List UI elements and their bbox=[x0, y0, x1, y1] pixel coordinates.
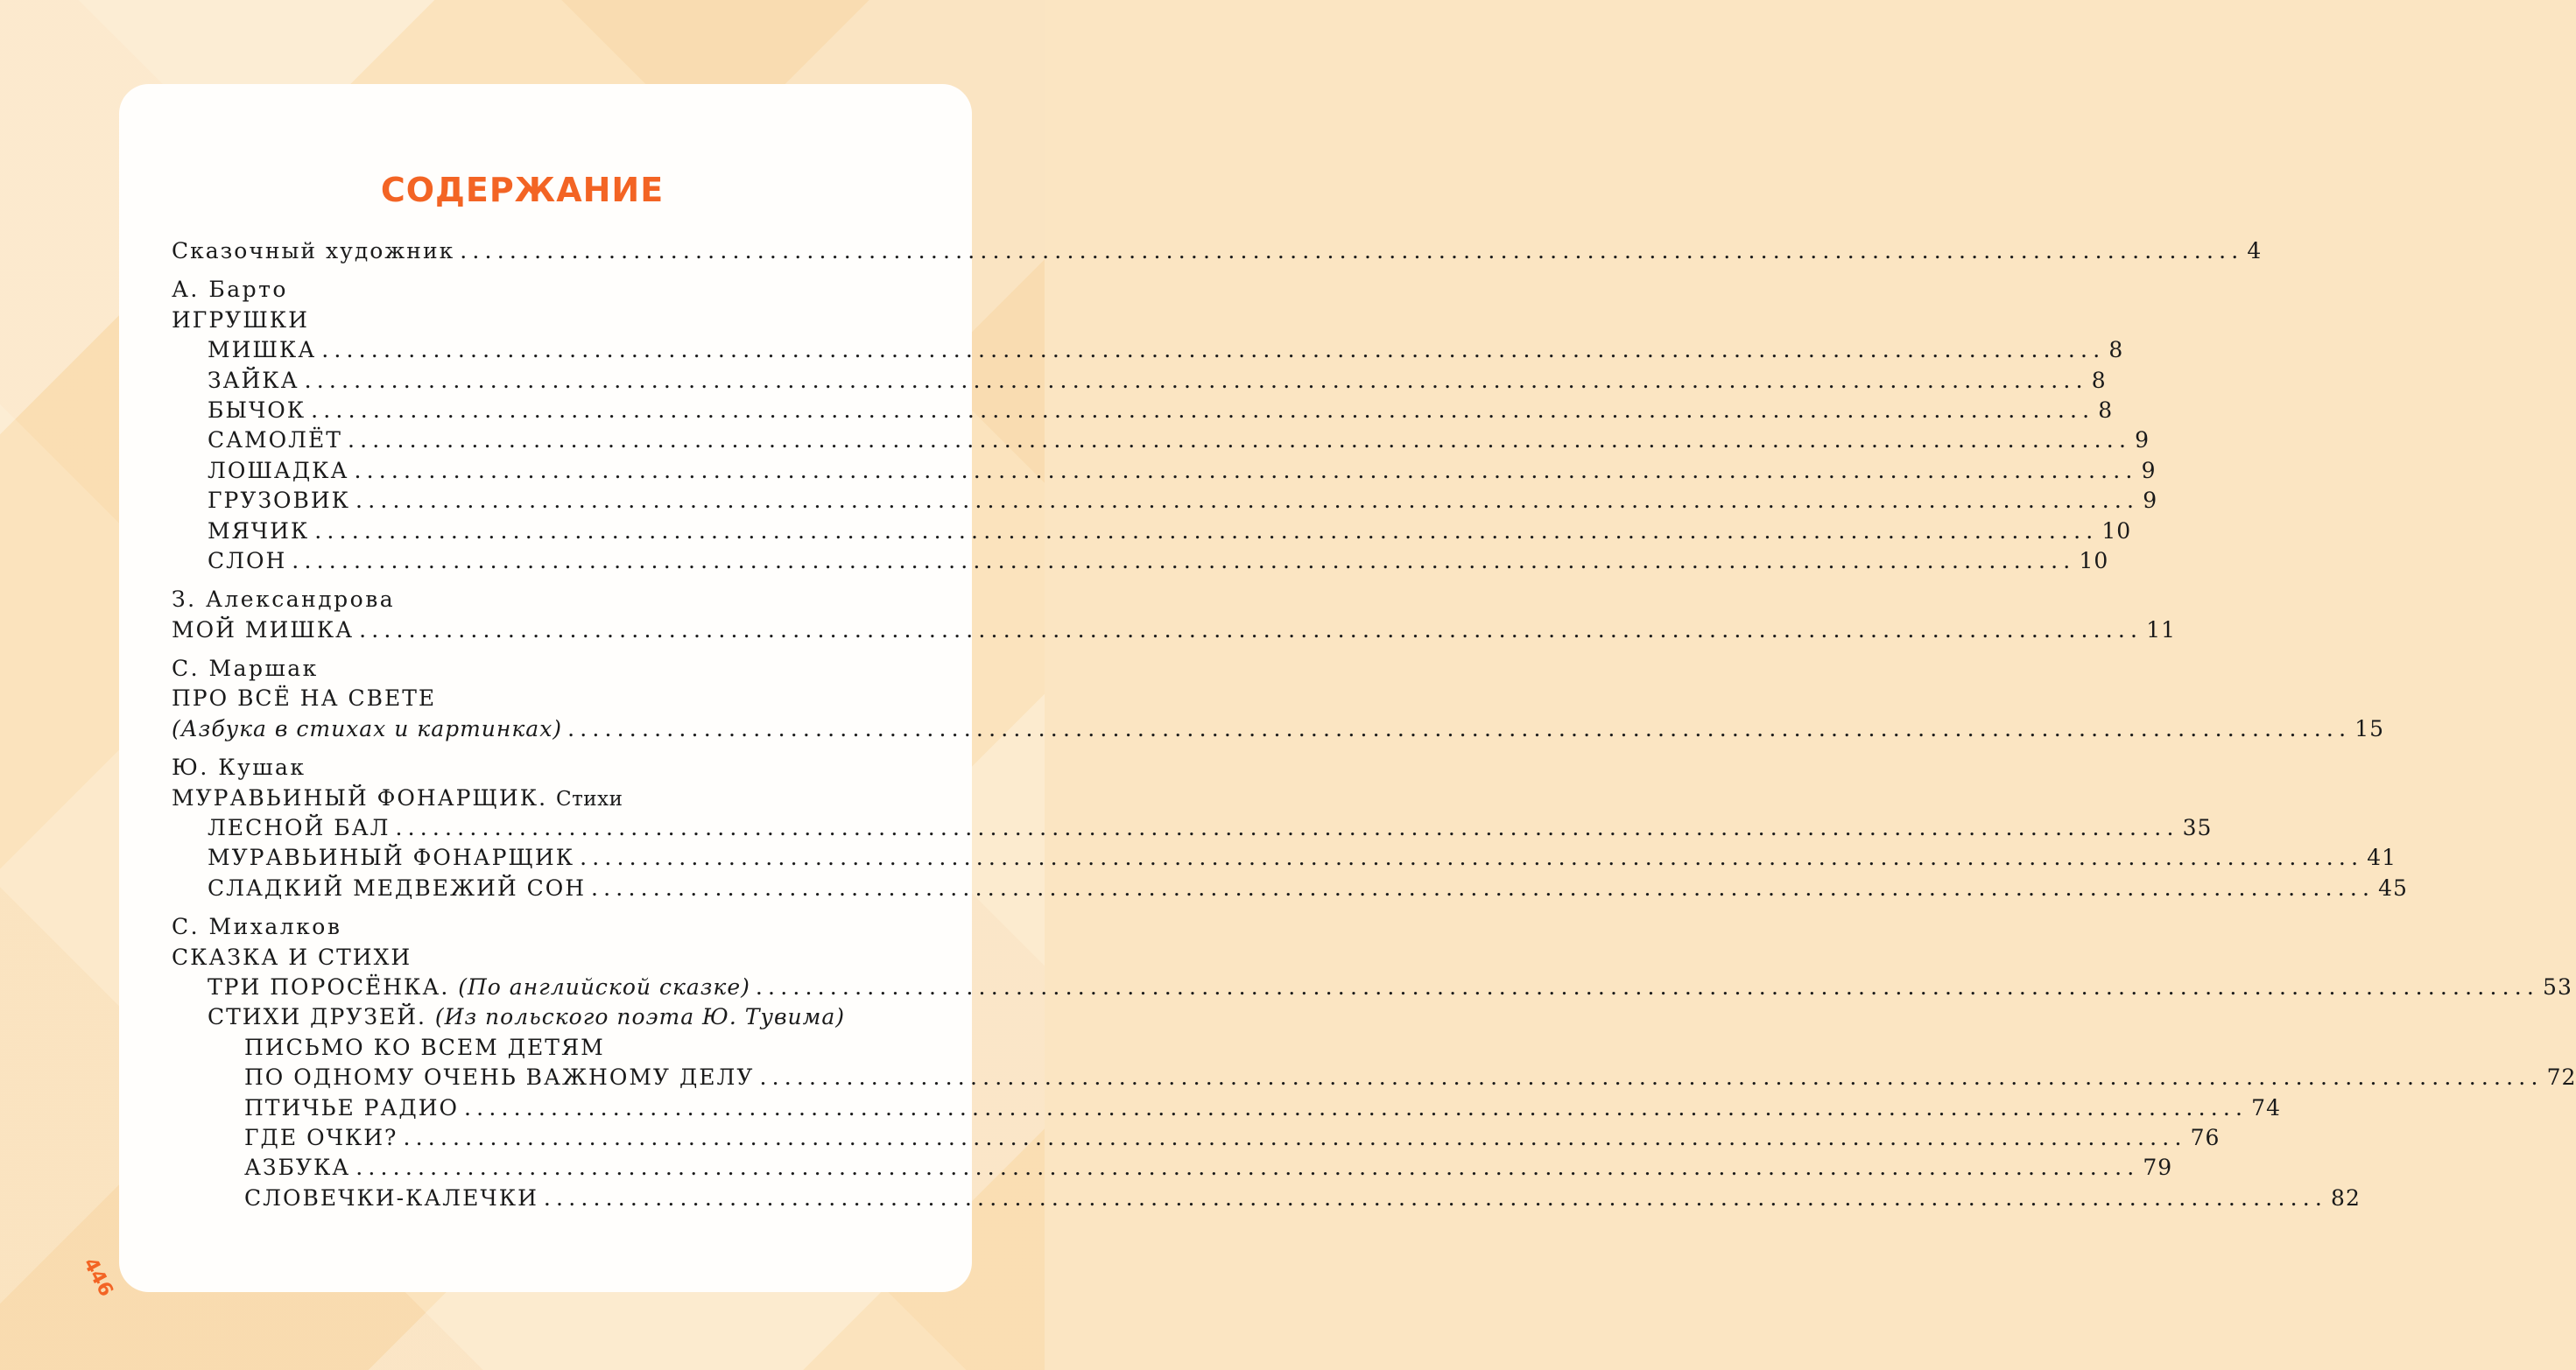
toc-section-heading bbox=[172, 684, 926, 713]
toc-entry-title: СЛАДКИЙ МЕДВЕЖИЙ СОН bbox=[208, 875, 587, 901]
section-title: МУРАВЬИНЫЙ ФОНАРЩИК. bbox=[172, 784, 548, 811]
section-title: СКАЗКА И СТИХИ bbox=[172, 944, 412, 970]
dot-leader: ................................................................................................................................................ bbox=[460, 238, 2244, 263]
toc-entry[interactable] bbox=[172, 1153, 2173, 1183]
toc-entry[interactable] bbox=[172, 615, 2177, 645]
toc-entry-title: ПО ОДНОМУ ОЧЕНЬ ВАЖНОМУ ДЕЛУ bbox=[244, 1064, 755, 1091]
toc-entry-title: МИШКА bbox=[208, 337, 317, 363]
toc-entry-title: ГРУЗОВИК bbox=[208, 488, 351, 514]
dot-leader: ................................................................................................................................................ bbox=[464, 1094, 2249, 1121]
section-title-suffix: Стихи bbox=[555, 787, 623, 811]
toc-author bbox=[172, 585, 926, 615]
toc-entry[interactable] bbox=[172, 456, 2157, 486]
toc-entry[interactable] bbox=[172, 714, 2385, 744]
toc-entry[interactable] bbox=[172, 335, 2124, 365]
dot-leader: ................................................................................................................................................ bbox=[580, 845, 2364, 871]
toc-entry-title: МУРАВЬИНЫЙ ФОНАРЩИК bbox=[208, 845, 575, 871]
toc-section-heading bbox=[172, 943, 926, 973]
dot-leader: ................................................................................................................................................ bbox=[354, 457, 2138, 483]
dot-leader: ................................................................................................................................................ bbox=[311, 397, 2095, 423]
toc-entry-title: АЗБУКА bbox=[244, 1155, 351, 1181]
toc-entry-title: СЛОВЕЧКИ-КАЛЕЧКИ bbox=[244, 1184, 538, 1211]
toc-page-number: 10 bbox=[2101, 517, 2132, 544]
section-title: ИГРУШКИ bbox=[172, 306, 309, 333]
dot-leader: ................................................................................................................................................ bbox=[567, 715, 2352, 741]
toc-entry-title: ПИСЬМО КО ВСЕМ ДЕТЯМ bbox=[244, 1034, 605, 1060]
dot-leader: ................................................................................................................................................ bbox=[321, 337, 2106, 363]
author-name: А. Барто bbox=[172, 277, 288, 303]
toc-entry[interactable] bbox=[172, 874, 2408, 903]
toc-page-number: 8 bbox=[2108, 337, 2124, 363]
toc-entry[interactable] bbox=[172, 1093, 2281, 1123]
toc-entry-title: СЛОН bbox=[208, 547, 287, 573]
dot-leader: ................................................................................................................................................ bbox=[755, 973, 2540, 1000]
toc-page-number: 11 bbox=[2146, 616, 2177, 643]
toc-entry[interactable] bbox=[172, 1184, 2361, 1213]
toc-entry-title: ЛЕСНОЙ БАЛ bbox=[208, 815, 391, 841]
dot-leader: ................................................................................................................................................ bbox=[403, 1124, 2187, 1150]
toc-entry-note: (По английской сказке) bbox=[458, 973, 750, 1000]
dot-leader: ................................................................................................................................................ bbox=[347, 427, 2132, 453]
dot-leader: ................................................................................................................................................ bbox=[543, 1184, 2328, 1211]
toc-entry-title: Сказочный художник bbox=[172, 238, 455, 263]
toc-entry-title: ПТИЧЬЕ РАДИО bbox=[244, 1094, 460, 1121]
toc-page-number: 35 bbox=[2182, 815, 2213, 841]
toc-page-number: 53 bbox=[2543, 973, 2572, 1000]
section-title: ПРО ВСЁ НА СВЕТЕ bbox=[172, 685, 437, 712]
dot-leader: ................................................................................................................................................ bbox=[359, 616, 2143, 643]
toc-entry-title: (Азбука в стихах и картинках) bbox=[172, 715, 563, 741]
toc-page-number: 9 bbox=[2141, 457, 2157, 483]
toc-page-number: 41 bbox=[2367, 845, 2397, 871]
toc-entry-heading bbox=[172, 1033, 926, 1063]
toc-page-number: 9 bbox=[2143, 488, 2158, 514]
dot-leader: ................................................................................................................................................ bbox=[314, 517, 2099, 544]
toc-entry[interactable] bbox=[172, 486, 2158, 516]
toc-page-number: 8 bbox=[2091, 367, 2107, 393]
dot-leader: ................................................................................................................................................ bbox=[759, 1064, 2544, 1091]
author-name: С. Маршак bbox=[172, 656, 319, 682]
toc-author bbox=[172, 654, 926, 684]
toc-entry[interactable] bbox=[172, 1063, 2576, 1092]
toc-entry[interactable] bbox=[172, 366, 2107, 396]
toc-page-number: 45 bbox=[2378, 875, 2408, 901]
toc-entry-title: САМОЛЁТ bbox=[208, 427, 342, 453]
dot-leader: ................................................................................................................................................ bbox=[395, 815, 2179, 841]
toc-author bbox=[172, 753, 926, 783]
toc-page-number: 10 bbox=[2079, 547, 2109, 573]
toc-entry-title: ЗАЙКА bbox=[208, 367, 299, 393]
toc-entry-title: БЫЧОК bbox=[208, 397, 306, 423]
toc-page-number: 9 bbox=[2135, 427, 2150, 453]
toc-entry[interactable] bbox=[172, 236, 2263, 266]
toc-page-number: 15 bbox=[2354, 715, 2385, 741]
toc-entry-title: ГДЕ ОЧКИ? bbox=[244, 1124, 398, 1150]
dot-leader: ................................................................................................................................................ bbox=[355, 488, 2140, 514]
toc-page-number: 72 bbox=[2546, 1064, 2576, 1091]
dot-leader: ................................................................................................................................................ bbox=[292, 547, 2076, 573]
toc-entry[interactable] bbox=[172, 396, 2114, 425]
toc-page-number: 76 bbox=[2190, 1124, 2221, 1150]
subsection-title: СТИХИ ДРУЗЕЙ. bbox=[208, 1004, 426, 1030]
toc-entry[interactable] bbox=[172, 813, 2213, 843]
toc-entry[interactable] bbox=[172, 973, 2572, 1002]
toc-entry[interactable] bbox=[172, 425, 2150, 455]
table-of-contents bbox=[172, 236, 2576, 1213]
toc-entry-title: ЛОШАДКА bbox=[208, 457, 349, 483]
toc-subsection-heading bbox=[172, 1002, 926, 1032]
dot-leader: ................................................................................................................................................ bbox=[591, 875, 2375, 901]
toc-entry[interactable] bbox=[172, 1123, 2221, 1153]
toc-author bbox=[172, 912, 926, 942]
toc-page-number: 82 bbox=[2331, 1184, 2361, 1211]
author-name: Ю. Кушак bbox=[172, 755, 306, 781]
toc-entry-title: ТРИ ПОРОСЁНКА. bbox=[208, 973, 450, 1000]
toc-entry-title: МЯЧИК bbox=[208, 517, 310, 544]
subsection-note: (Из польского поэта Ю. Тувима) bbox=[434, 1004, 845, 1030]
dot-leader: ................................................................................................................................................ bbox=[304, 367, 2088, 393]
author-name: С. Михалков bbox=[172, 914, 342, 940]
toc-section-heading bbox=[172, 783, 926, 813]
page-number: 446 bbox=[78, 1254, 117, 1301]
toc-entry[interactable] bbox=[172, 516, 2132, 546]
toc-entry[interactable] bbox=[172, 843, 2397, 873]
toc-section-heading bbox=[172, 306, 926, 335]
page-title: СОДЕРЖАНИЕ bbox=[380, 171, 665, 209]
toc-page-number: 79 bbox=[2143, 1155, 2173, 1181]
toc-entry-title: МОЙ МИШКА bbox=[172, 616, 355, 643]
dot-leader: ................................................................................................................................................ bbox=[355, 1155, 2140, 1181]
toc-author bbox=[172, 275, 926, 305]
toc-page-number: 8 bbox=[2098, 397, 2114, 423]
toc-entry[interactable] bbox=[172, 546, 2109, 576]
toc-page-number: 4 bbox=[2247, 238, 2263, 263]
author-name: З. Александрова bbox=[172, 587, 396, 613]
toc-page-number: 74 bbox=[2251, 1094, 2281, 1121]
